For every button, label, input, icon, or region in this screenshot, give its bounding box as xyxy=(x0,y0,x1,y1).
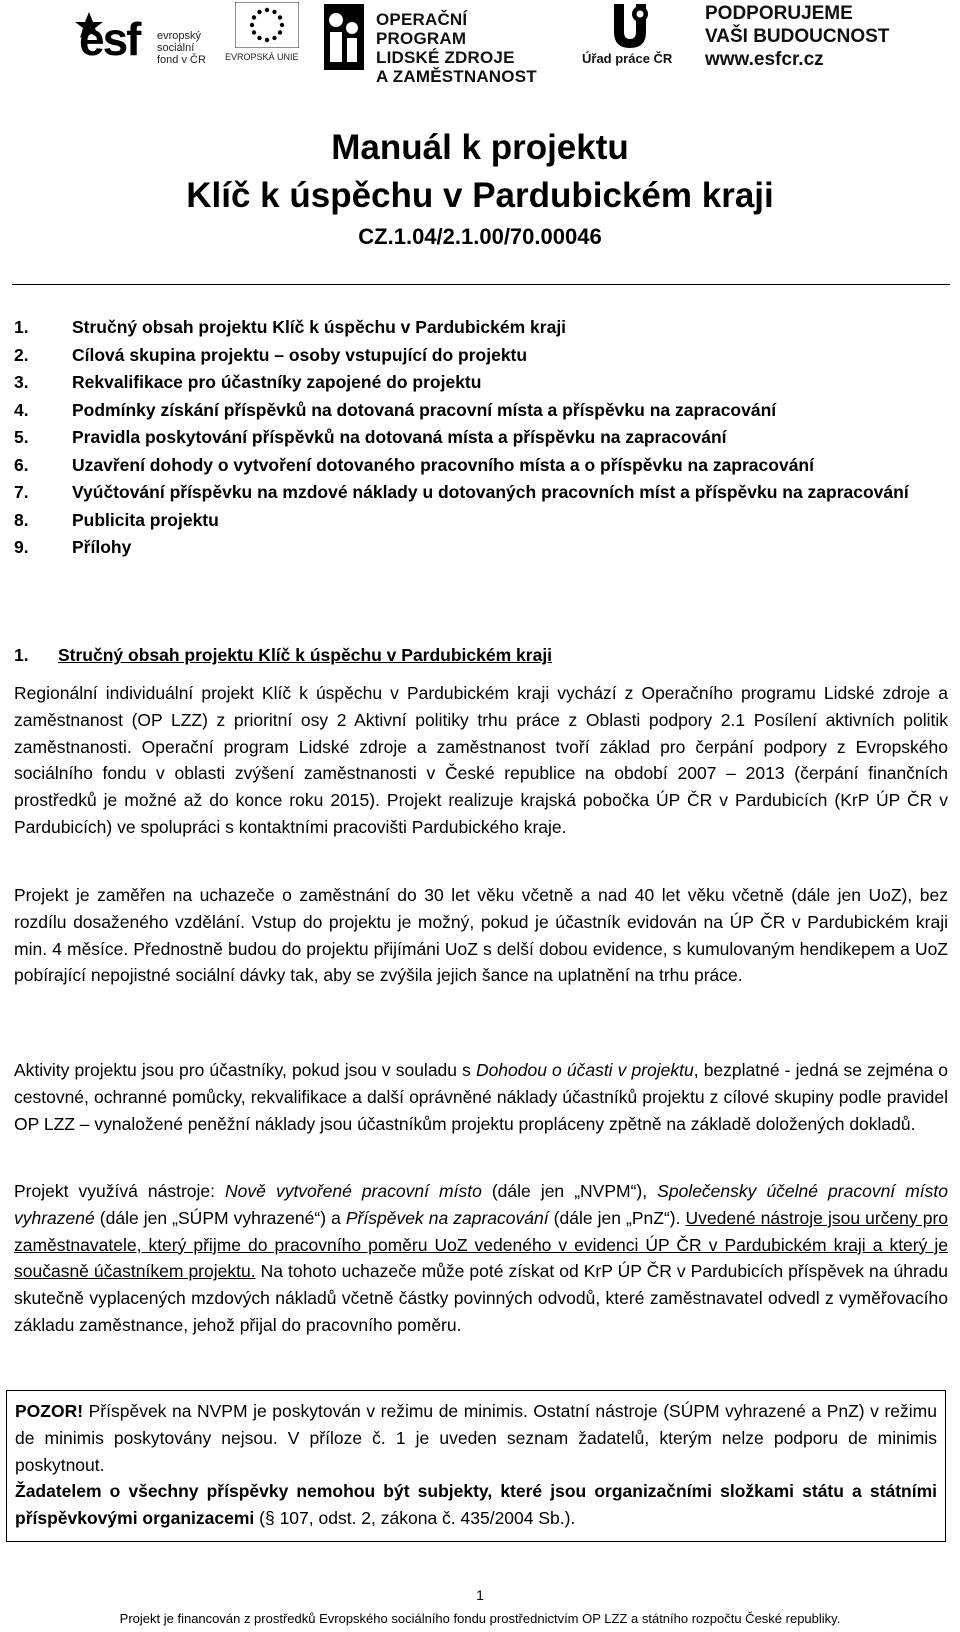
esf-caption: evropský sociální fond v ČR xyxy=(157,30,206,66)
eu-caption: EVROPSKÁ UNIE xyxy=(225,52,299,62)
title-divider xyxy=(12,284,950,285)
esf-wordmark: esf xyxy=(79,13,140,65)
urad-prace-caption: Úřad práce ČR xyxy=(582,51,673,66)
toc-item: 2. Cílová skupina projektu – osoby vstupující do projektu xyxy=(14,344,528,365)
page-number: 1 xyxy=(476,1587,484,1603)
eu-flag-icon xyxy=(235,2,299,48)
notice-box: POZOR! Příspěvek na NVPM je poskytován v režimu de minimis. Ostatní nástroje (SÚPM vyhrazené a PnZ) v režimu de minimis poskytovány nejsou. V příloze č. 1 je uveden seznam žadatelů, kterým nelze podporu de minimis poskytnout. Žadatelem o všechny příspěvky nemohou být subjekty, které jsou organizačními složkami státu a státními příspěvkovými organizacemi (§ 107, odst. 2, zákona č. 435/2004 Sb.). xyxy=(6,1390,946,1542)
toc-item: 8. Publicita projektu xyxy=(14,509,219,530)
toc-item: 6. Uzavření dohody o vytvoření dotovaného pracovního místa a o příspěvku na zapracování xyxy=(14,454,814,475)
slogan-block: PODPORUJEME VAŠI BUDOUCNOST www.esfcr.cz xyxy=(705,3,890,70)
project-name: Klíč k úspěchu v Pardubickém kraji xyxy=(186,176,774,215)
paragraph: Projekt je zaměřen na uchazeče o zaměstnání do 30 let věku včetně a nad 40 let věku včetně (dále jen UoZ), bez rozdílu dosaženého vzdělání. Vstup do projektu je možný, pokud je účastník evidován na ÚP ČR v Pardubickém kraji min. 4 měsíce. Přednostně budou do projektu přijímáni UoZ s delší dobou evidence, s kumulovaným hendikepem a UoZ pobírající nepojistné sociální dávky tak, aby se zvýšila jejich šance na uplatnění na trhu práce. xyxy=(14,885,948,986)
urad-prace-logo xyxy=(580,0,690,72)
toc-item: 4. Podmínky získání příspěvků na dotovaná pracovní místa a příspěvku na zapracování xyxy=(14,399,777,420)
oplz-mark-icon xyxy=(322,2,368,72)
page-footer: Projekt je financován z prostředků Evropského sociálního fondu prostřednictvím OP LZZ a státního rozpočtu České republiky. xyxy=(119,1611,841,1626)
section-heading: 1. Stručný obsah projektu Klíč k úspěchu v Pardubickém kraji xyxy=(14,645,553,665)
toc-item: 9. Přílohy xyxy=(14,537,132,557)
toc-item: 3. Rekvalifikace pro účastníky zapojené do projektu xyxy=(14,372,482,392)
project-code: CZ.1.04/2.1.00/70.00046 xyxy=(358,224,602,249)
paragraph: Projekt využívá nástroje: Nově vytvořené pracovní místo (dále jen „NVPM“), Společensky účelné pracovní místo vyhrazené (dále jen „SÚPM vyhrazené“) a Příspěvek na zapracování (dále jen „PnZ“). Uvedené nástroje jsou určeny pro zaměstnavatele, který přijme do pracovního poměru UoZ vedeného v evidenci ÚP ČR v Pardubickém kraji a který je současně účastníkem projektu. Na tohoto uchazeče může poté získat od KrP ÚP ČR v Pardubicích příspěvek na úhradu skutečně vyplacených mzdových nákladů včetně částky povinných odvodů, které zaměstnavatel odvedl z vyměřovacího základu zaměstnance, jehož přijal do pracovního poměru. xyxy=(14,1181,948,1335)
logo-header xyxy=(0,0,960,86)
toc-item: 7. Vyúčtování příspěvku na mzdové náklady u dotovaných pracovních míst a příspěvku na zapracování xyxy=(14,482,909,502)
document-title: Manuál k projektu xyxy=(331,128,629,167)
urad-prace-mark-icon xyxy=(610,2,650,50)
toc-item: 1. Stručný obsah projektu Klíč k úspěchu v Pardubickém kraji xyxy=(14,317,567,337)
esf-logo xyxy=(75,2,300,72)
oplz-logo xyxy=(322,2,562,86)
paragraph: Regionální individuální projekt Klíč k úspěchu v Pardubickém kraji vychází z Operačního programu Lidské zdroje a zaměstnanost (OP LZZ) z prioritní osy 2 Aktivní politiky trhu práce z Oblasti podpory 2.1 Posílení aktivních politik zaměstnanosti. Operační program Lidské zdroje a zaměstnanost tvoří základ pro čerpání podpory z Evropského sociálního fondu v oblasti zvýšení zaměstnanosti v České republice na období 2007 – 2013 (čerpání finančních prostředků je možné až do konce roku 2015). Projekt realizuje krajská pobočka ÚP ČR v Pardubicích (KrP ÚP ČR v Pardubicích) ve spolupráci s kontaktními pracovišti Pardubického kraje. xyxy=(14,683,948,837)
oplz-caption: OPERAČNÍ PROGRAM LIDSKÉ ZDROJE A ZAMĚSTNANOST xyxy=(376,10,537,86)
notice-label: POZOR! xyxy=(15,1401,84,1421)
paragraph: Aktivity projektu jsou pro účastníky, pokud jsou v souladu s Dohodou o účasti v projektu, bezplatné - jedná se zejména o cestovné, ochranné pomůcky, rekvalifikace a další oprávněné náklady účastníků projektu z cílové skupiny podle pravidel OP LZZ – vynaložené peněžní náklady jsou účastníkům projektu propláceny zpětně na základě doložených dokladů. xyxy=(14,1060,948,1134)
toc-item: 5. Pravidla poskytování příspěvků na dotovaná místa a příspěvku na zapracování xyxy=(14,427,727,447)
table-of-contents xyxy=(14,314,954,562)
